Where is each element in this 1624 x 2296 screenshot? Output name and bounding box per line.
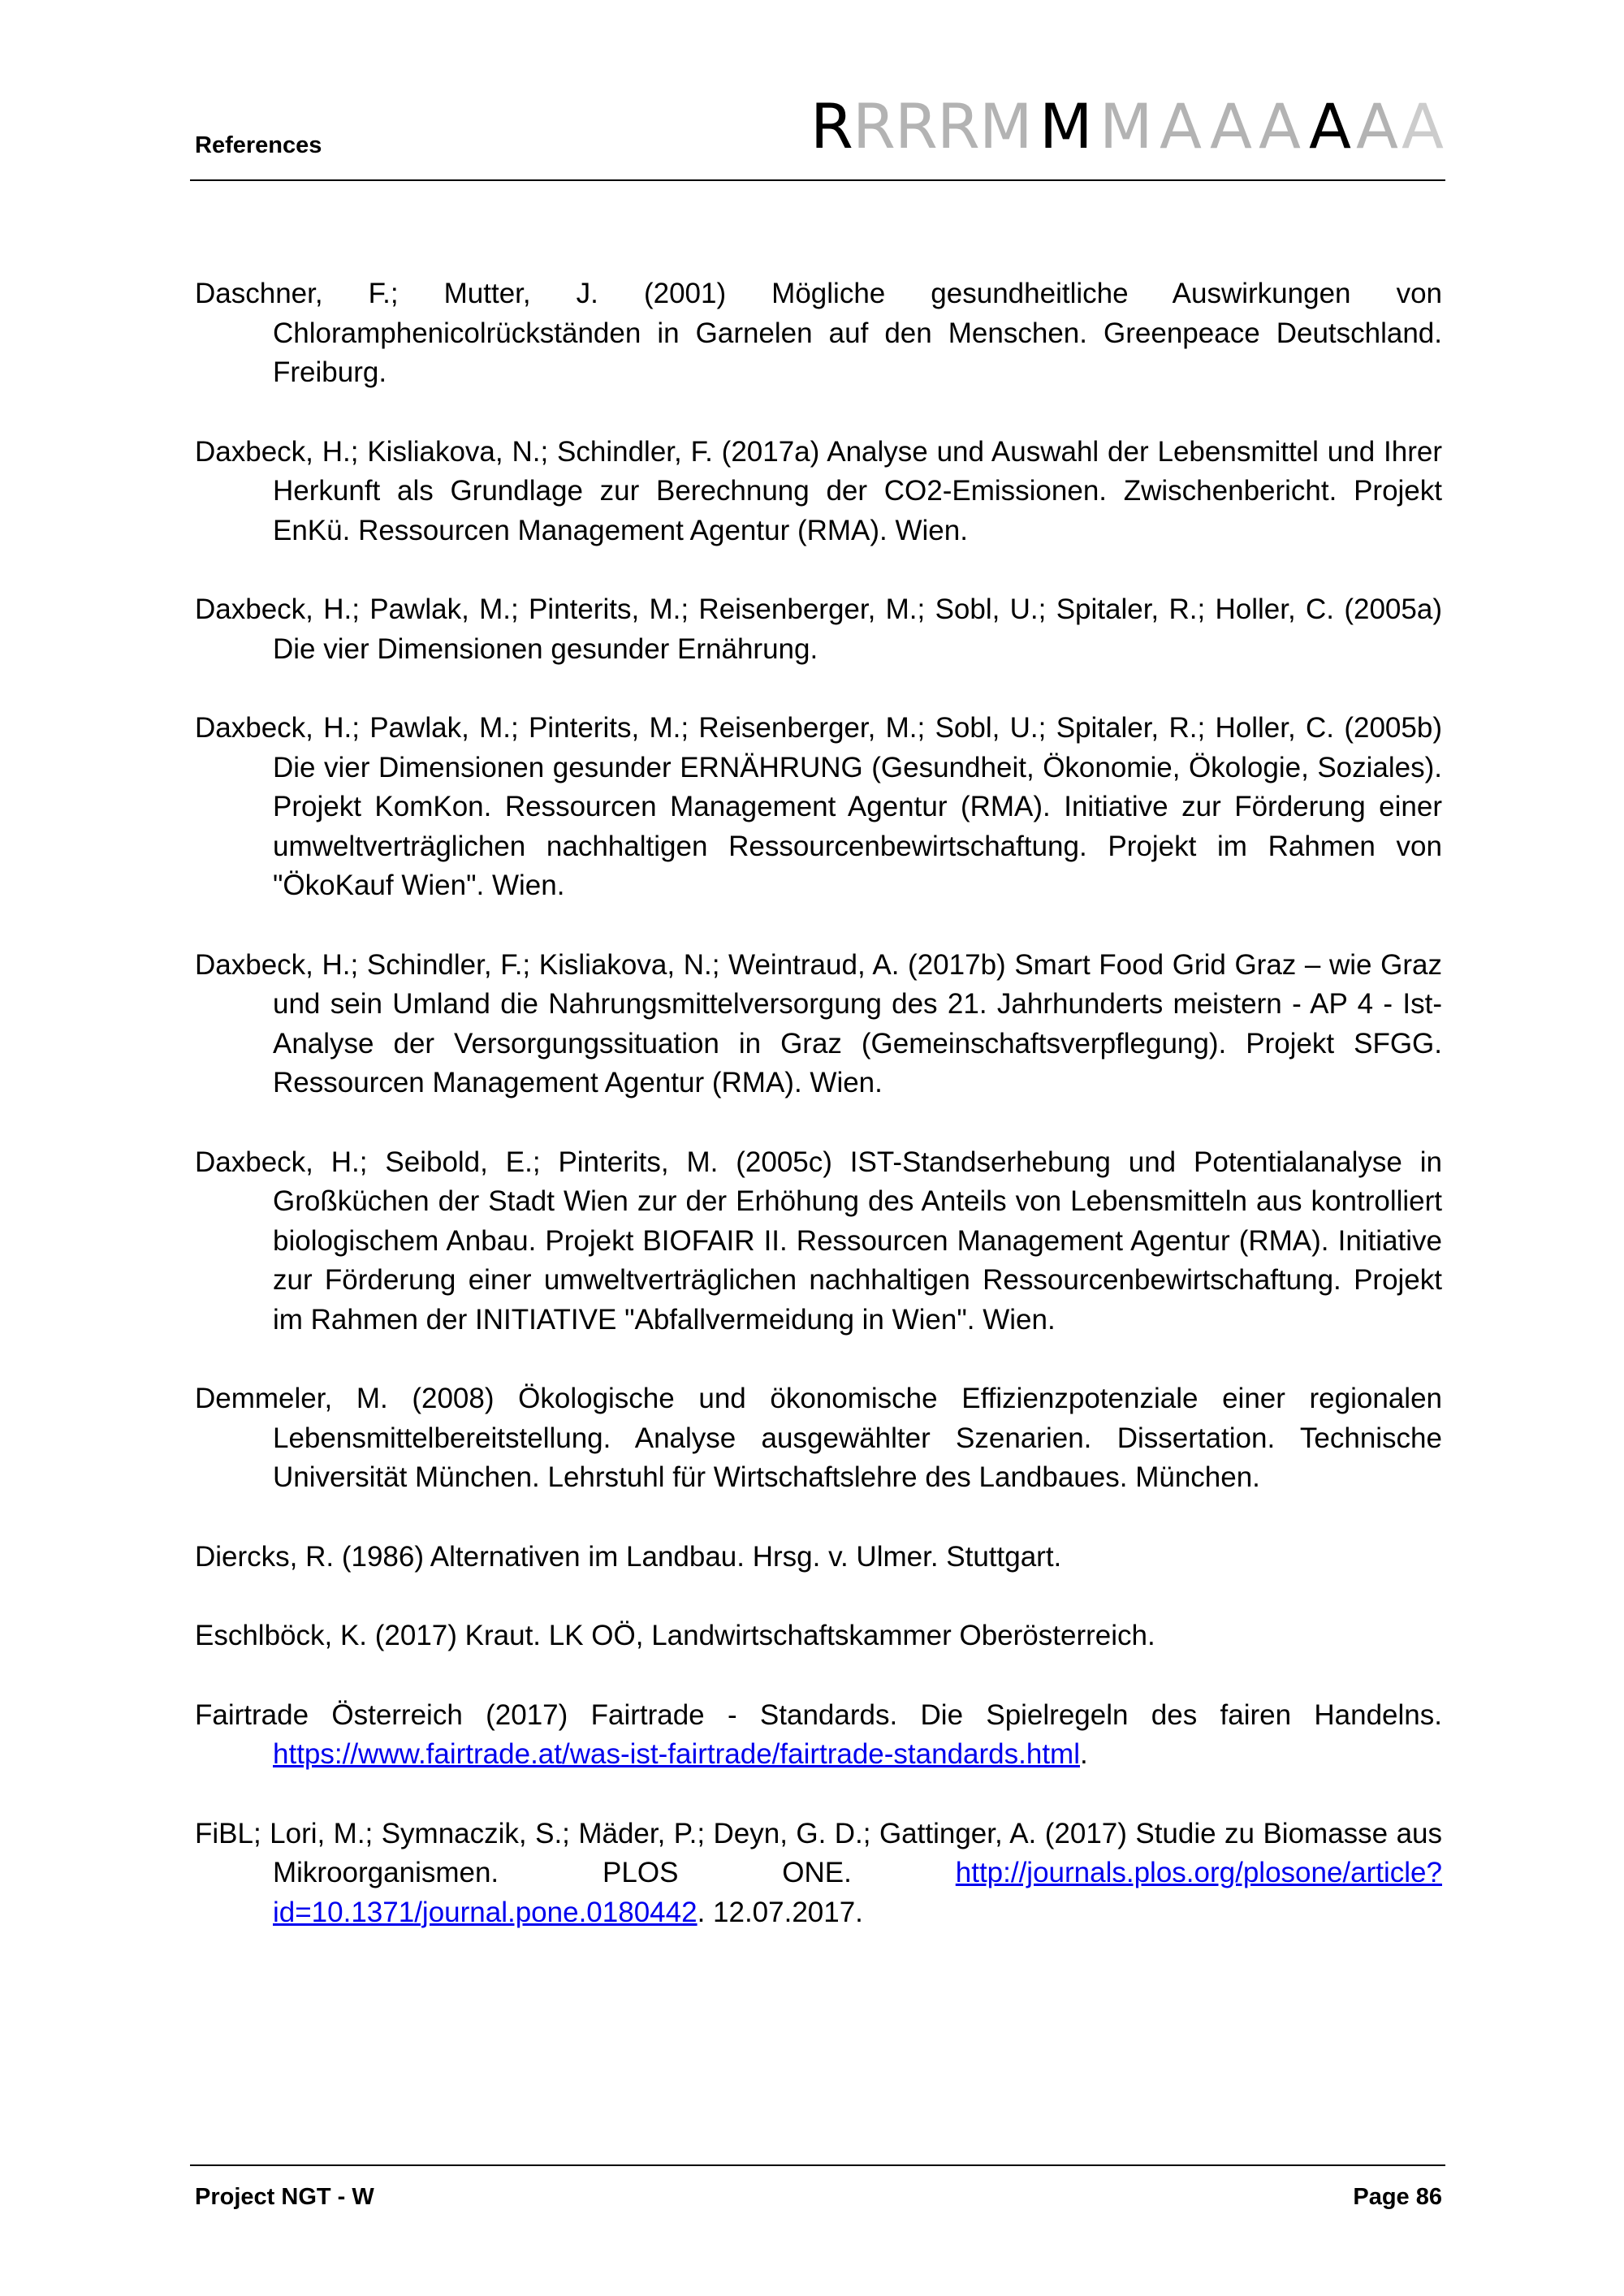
reference-text: Eschlböck, K. (2017) Kraut. LK OÖ, Landwirtschaftskammer Oberösterreich. [195, 1620, 1155, 1651]
logo-letter-10: A [1309, 91, 1351, 154]
reference-list [195, 274, 1442, 1972]
logo-letter-8: A [1160, 91, 1202, 154]
reference-entry [195, 274, 1442, 393]
reference-text: Daxbeck, H.; Seibold, E.; Pinterits, M. (2005c) IST-Standserhebung und Potentialanalyse in Großküchen der Stadt Wien zur der Erhöhung des Anteils von Lebensmitteln aus kontrolliert biologischem Anbau. Projekt BIOFAIR II. Ressourcen Management Agentur (RMA). Initiative zur Förderung einer umweltverträglichen nachhaltigen Ressourcenbewirtschaftung. Projekt im Rahmen der INITIATIVE "Abfallvermeidung in Wien". Wien. [195, 1146, 1442, 1336]
reference-link-plos[interactable]: http://journals.plos.org/plosone/article?id=10.1371/journal.pone.0180442 [273, 1857, 1442, 1928]
reference-text: Daschner, F.; Mutter, J. (2001) Mögliche gesundheitliche Auswirkungen von Chloramphenicolrückständen in Garnelen auf den Menschen. Greenpeace Deutschland. Freiburg. [195, 278, 1442, 388]
logo-letter-7: M [1099, 91, 1153, 154]
logo-letter-11: A [1259, 91, 1301, 154]
logo-letter-9: A [1210, 91, 1252, 154]
reference-tail: . 12.07.2017. [697, 1896, 863, 1928]
logo-letter-1: R [810, 91, 853, 154]
reference-entry [195, 433, 1442, 551]
reference-entry [195, 1616, 1442, 1656]
reference-entry [195, 1696, 1442, 1775]
footer-rule [190, 2164, 1445, 2166]
header-section-title: References [195, 132, 322, 158]
reference-text: Fairtrade Österreich (2017) Fairtrade - Standards. Die Spielregeln des fairen Handelns. [195, 1698, 1442, 1731]
footer-project: Project NGT - W [195, 2184, 374, 2210]
reference-text: Daxbeck, H.; Pawlak, M.; Pinterits, M.; Reisenberger, M.; Sobl, U.; Spitaler, R.; Holler, C. (2005a) Die vier Dimensionen gesunder Ernährung. [195, 593, 1442, 665]
logo-letter-5: M [1039, 91, 1093, 154]
reference-text: Diercks, R. (1986) Alternativen im Landbau. Hrsg. v. Ulmer. Stuttgart. [195, 1540, 1062, 1573]
reference-entry [195, 709, 1442, 906]
logo-letter-12: A [1356, 91, 1398, 154]
reference-text: Daxbeck, H.; Pawlak, M.; Pinterits, M.; Reisenberger, M.; Sobl, U.; Spitaler, R.; Holler, C. (2005b) Die vier Dimensionen gesunder ERNÄHRUNG (Gesundheit, Ökonomie, Ökologie, Soziales). Projekt KomKon. Ressourcen Management Agentur (RMA). Initiative zur Förderung einer umweltverträglichen nachhaltigen Ressourcenbewirtschaftung. Projekt im Rahmen von "ÖkoKauf Wien". Wien. [195, 712, 1442, 901]
reference-tail: . [1079, 1738, 1088, 1770]
reference-entry [195, 946, 1442, 1103]
reference-text: Demmeler, M. (2008) Ökologische und ökonomische Effizienzpotenziale einer regionalen Lebensmittelbereitstellung. Analyse ausgewählter Szenarien. Dissertation. Technische Universität München. Lehrstuhl für Wirtschaftslehre des Landbaues. München. [195, 1383, 1442, 1493]
reference-text: Daxbeck, H.; Schindler, F.; Kisliakova, N.; Weintraud, A. (2017b) Smart Food Grid Graz – wie Graz und sein Umland die Nahrungsmittelversorgung des 21. Jahrhunderts meistern - AP 4 - Ist-Analyse der Versorgungssituation in Graz (Gemeinschaftsverpflegung). Projekt SFGG. Ressourcen Management Agentur (RMA). Wien. [195, 948, 1442, 1098]
reference-entry [195, 590, 1442, 669]
reference-entry [195, 1538, 1442, 1577]
reference-text: Daxbeck, H.; Kisliakova, N.; Schindler, F. (2017a) Analyse und Auswahl der Lebensmittel und Ihrer Herkunft als Grundlage zur Berechnung der CO2-Emissionen. Zwischenbericht. Projekt EnKü. Ressourcen Management Agentur (RMA). Wien. [195, 435, 1442, 546]
reference-entry [195, 1379, 1442, 1498]
logo-letter-3: R [895, 91, 938, 154]
footer-page-number: Page 86 [1353, 2184, 1442, 2210]
logo-letter-6: M [979, 91, 1033, 154]
rma-logo [810, 91, 1445, 154]
logo-letter-2: R [853, 91, 896, 154]
reference-entry [195, 1815, 1442, 1933]
logo-letter-4: R [937, 91, 980, 154]
reference-text: FiBL; Lori, M.; Symnaczik, S.; Mäder, P.; Deyn, G. D.; Gattinger, A. (2017) Studie zu Biomasse aus Mikroorganismen. PLOS ONE. [195, 1817, 1442, 1888]
reference-entry [195, 1143, 1442, 1340]
reference-link-fairtrade[interactable]: https://www.fairtrade.at/was-ist-fairtrade/fairtrade-standards.html [273, 1738, 1080, 1770]
logo-letter-13: A [1402, 91, 1444, 154]
header-rule [190, 179, 1445, 181]
